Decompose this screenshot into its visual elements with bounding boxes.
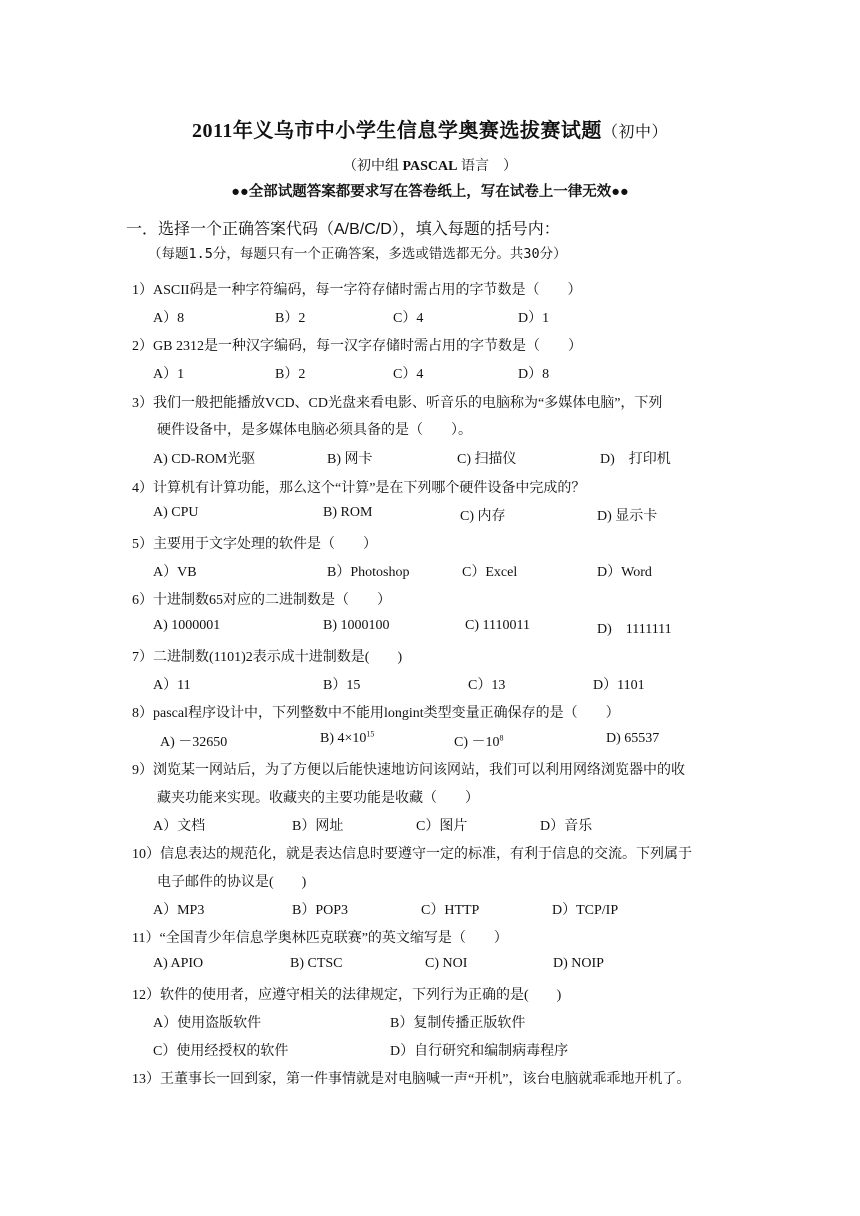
question-6-option-c: C) 1110011 bbox=[465, 618, 530, 633]
question-7-option-d: D）1101 bbox=[593, 678, 645, 693]
question-1-option-a: A）8 bbox=[153, 311, 185, 326]
question-7-stem: 7）二进制数(1101)2表示成十进制数是( ) bbox=[132, 650, 403, 665]
question-9-option-d: D）音乐 bbox=[540, 819, 593, 834]
question-10-option-c: C）HTTP bbox=[421, 903, 480, 918]
question-1-stem: 1）ASCII码是一种字符编码，每一字符存储时需占用的字节数是（ ） bbox=[132, 283, 582, 298]
question-11-option-b: B) CTSC bbox=[290, 956, 343, 971]
question-6-stem: 6）十进制数65对应的二进制数是（ ） bbox=[132, 593, 391, 608]
subtitle-suffix: 语言 ） bbox=[460, 159, 517, 174]
exam-subtitle bbox=[0, 155, 860, 175]
question-13-stem: 13）王董事长一回到家，第一件事情就是对电脑喊一声“开机”，该台电脑就乖乖地开机了。 bbox=[132, 1072, 691, 1087]
question-12-option-c: C）使用经授权的软件 bbox=[153, 1044, 289, 1059]
question-2-option-a: A）1 bbox=[153, 367, 185, 382]
question-11-option-a: A) APIO bbox=[153, 956, 204, 971]
page-title bbox=[0, 114, 860, 143]
question-4-stem: 4）计算机有计算功能，那么这个“计算”是在下列哪个硬件设备中完成的？ bbox=[132, 481, 586, 496]
question-1-option-b: B）2 bbox=[275, 311, 306, 326]
question-12-option-b: B）复制传播正版软件 bbox=[390, 1016, 526, 1031]
question-5-option-b: B）Photoshop bbox=[327, 565, 410, 580]
question-10-option-d: D）TCP/IP bbox=[552, 903, 619, 918]
question-1-option-d: D）1 bbox=[518, 311, 550, 326]
question-3-option-d: D) 打印机 bbox=[600, 452, 671, 467]
question-5-option-d: D）Word bbox=[597, 565, 652, 580]
question-8-option-d: D) 65537 bbox=[606, 731, 660, 746]
question-2-option-d: D）8 bbox=[518, 367, 550, 382]
question-8-option-c bbox=[454, 731, 504, 751]
subtitle-language: PASCAL bbox=[402, 159, 458, 174]
question-3-stem-cont: 硬件设备中，是多媒体电脑必须具备的是（ ）。 bbox=[157, 423, 472, 438]
question-10-stem-cont: 电子邮件的协议是( ) bbox=[157, 875, 307, 890]
question-2-option-c: C）4 bbox=[393, 367, 424, 382]
question-2-option-b: B）2 bbox=[275, 367, 306, 382]
question-3-option-c: C) 扫描仪 bbox=[457, 452, 517, 467]
question-2-stem: 2）GB 2312是一种汉字编码，每一汉字存储时需占用的字节数是（ ） bbox=[132, 339, 582, 354]
question-8-option-b bbox=[320, 731, 374, 747]
section-heading: 一．选择一个正确答案代码（A/B/C/D），填入每题的括号内： bbox=[126, 221, 560, 238]
question-9-option-b: B）网址 bbox=[292, 819, 344, 834]
question-1-option-c: C）4 bbox=[393, 311, 424, 326]
subtitle-prefix: （初中组 bbox=[343, 159, 400, 174]
question-10-option-a: A）MP3 bbox=[153, 903, 205, 918]
answer-notice: ●●全部试题答案都要求写在答卷纸上，写在试卷上一律无效●● bbox=[231, 184, 629, 200]
question-12-option-a: A）使用盗版软件 bbox=[153, 1016, 262, 1031]
question-4-option-a: A) CPU bbox=[153, 505, 199, 520]
question-12-option-d: D）自行研究和编制病毒程序 bbox=[390, 1044, 569, 1059]
question-8-option-a: A) －32650 bbox=[160, 735, 228, 750]
question-3-option-b: B) 网卡 bbox=[327, 452, 373, 467]
question-4-option-c: C) 内存 bbox=[460, 509, 506, 524]
question-11-option-c: C) NOI bbox=[425, 956, 468, 971]
question-3-stem: 3）我们一般把能播放VCD、CD光盘来看电影、听音乐的电脑称为“多媒体电脑”，下列 bbox=[132, 396, 663, 411]
question-4-option-b: B) ROM bbox=[323, 505, 373, 520]
question-5-option-c: C）Excel bbox=[462, 565, 518, 580]
title-suffix: （初中） bbox=[601, 124, 668, 141]
question-6-option-d: D) 1111111 bbox=[597, 622, 672, 637]
question-8-option-b-exponent: 15 bbox=[366, 729, 375, 739]
question-5-stem: 5）主要用于文字处理的软件是（ ） bbox=[132, 537, 377, 552]
question-11-stem: 11）“全国青少年信息学奥林匹克联赛”的英文缩写是（ ） bbox=[132, 931, 508, 946]
question-5-option-a: A）VB bbox=[153, 565, 197, 580]
question-9-stem: 9）浏览某一网站后，为了方便以后能快速地访问该网站，我们可以利用网络浏览器中的收 bbox=[132, 763, 685, 778]
question-4-option-d: D) 显示卡 bbox=[597, 509, 658, 524]
question-7-option-b: B）15 bbox=[323, 678, 361, 693]
question-8-option-b-text: B) 4×10 bbox=[320, 731, 367, 746]
question-7-option-a: A）11 bbox=[153, 678, 191, 693]
question-9-option-c: C）图片 bbox=[416, 819, 468, 834]
question-3-option-a: A) CD-ROM光驱 bbox=[153, 452, 256, 467]
question-8-stem: 8）pascal程序设计中，下列整数中不能用longint类型变量正确保存的是（ ） bbox=[132, 706, 620, 721]
question-11-option-d: D) NOIP bbox=[553, 956, 604, 971]
question-7-option-c: C）13 bbox=[468, 678, 506, 693]
title-main: 2011年义乌市中小学生信息学奥赛选拔赛试题 bbox=[192, 120, 602, 142]
question-10-option-b: B）POP3 bbox=[292, 903, 349, 918]
question-10-stem: 10）信息表达的规范化，就是表达信息时要遵守一定的标准，有利于信息的交流。下列属于 bbox=[132, 847, 692, 862]
section-scoring-note: （每题1.5分，每题只有一个正确答案，多选或错选都无分。共30分） bbox=[148, 246, 567, 262]
question-9-stem-cont: 藏夹功能来实现。收藏夹的主要功能是收藏（ ） bbox=[157, 791, 479, 806]
question-12-stem: 12）软件的使用者，应遵守相关的法律规定，下列行为正确的是( ) bbox=[132, 988, 562, 1003]
question-9-option-a: A）文档 bbox=[153, 819, 206, 834]
question-8-option-c-exponent: 8 bbox=[499, 733, 504, 743]
question-6-option-b: B) 1000100 bbox=[323, 618, 390, 633]
question-6-option-a: A) 1000001 bbox=[153, 618, 221, 633]
question-8-option-c-text: C) －10 bbox=[454, 735, 500, 750]
